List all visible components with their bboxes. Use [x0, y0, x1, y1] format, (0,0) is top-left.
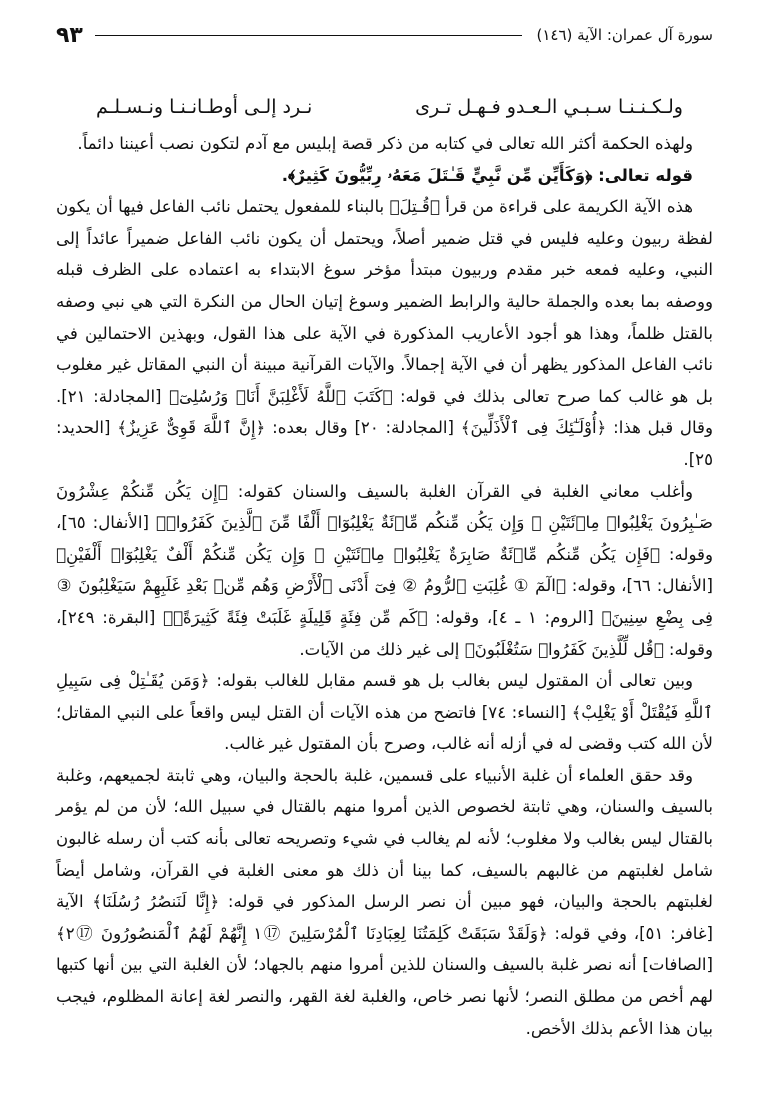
- page-header: [56, 18, 713, 52]
- header-rule: [95, 35, 523, 36]
- page-number: ٩٣: [56, 22, 83, 48]
- page-body: [56, 128, 713, 1044]
- paragraph: وبين تعالى أن المقتول ليس بغالب بل هو قسم مقابل للغالب بقوله: ﴿وَمَن يُقَـٰتِلْ فِى سَبِيلِ ٱللَّهِ فَيُقْتَلْ أَوْ يَغْلِبْ﴾ [النساء: ٧٤] فاتضح من هذه الآيات أن القتل ليس واقعاً على النبي المقاتل؛ لأن الله كتب وقضى له في أزله أنه غالب، وصرح بأن المقتول غير غالب.: [56, 671, 714, 754]
- paragraph: وأغلب معاني الغلبة في القرآن الغلبة بالسيف والسنان كقوله: ﴿إِن يَكُن مِّنكُمْ عِشْرُونَ صَـٰبِرُونَ يَغْلِبُوا۟ مِا۟ئَتَيْنِ ۚ وَإِن يَكُن مِّنكُم مِّا۟ئَةٌ يَغْلِبُوٓا۟ أَلْفًا مِّنَ ٱلَّذِينَ كَفَرُوا۟﴾ [الأنفال: ٦٥]، وقوله: ﴿فَإِن يَكُن مِّنكُم مِّا۟ئَةٌ صَابِرَةٌ يَغْلِبُوا۟ مِا۟ئَتَيْنِ ۚ وَإِن يَكُن مِّنكُمْ أَلْفٌ يَغْلِبُوٓا۟ أَلْفَيْنِ﴾ [الأنفال: ٦٦]، وقوله: ﴿الٓمٓ ① غُلِبَتِ ٱلرُّومُ ② فِىٓ أَدْنَى ٱلْأَرْضِ وَهُم مِّنۢ بَعْدِ غَلَبِهِمْ سَيَغْلِبُونَ ③ فِى بِضْعِ سِنِينَ﴾ [الروم: ١ ـ ٤]، وقوله: ﴿كَم مِّن فِئَةٍ قَلِيلَةٍ غَلَبَتْ فِئَةً كَثِيرَةًۢ﴾ [البقرة: ٢٤٩]، وقوله: ﴿قُل لِّلَّذِينَ كَفَرُوا۟ سَتُغْلَبُونَ﴾ إلى غير ذلك من الآيات.: [56, 481, 714, 659]
- quran-verse-heading: قوله تعالى: ﴿وَكَأَيِّن مِّن نَّبِيٍّ قَـٰتَلَ مَعَهُۥ رِبِّيُّونَ كَثِيرٌ﴾.: [281, 165, 693, 185]
- paragraph: وقد حقق العلماء أن غلبة الأنبياء على قسمين، غلبة بالحجة والبيان، وهي ثابتة لجميعهم، وغلبة بالسيف والسنان، وهي ثابتة لخصوص الذين أمروا منهم بالقتال في سبيل الله؛ لأن من لم يؤمر بالقتال ليس بغالب ولا مغلوب؛ لأنه لم يغالب في شيء وتصريحه تعالى بأنه كتب أن رسله غالبون شامل لغلبتهم من غالبهم بالسيف، كما بينا أن ذلك هو معنى الغلبة في القرآن، وشامل أيضاً لغلبتهم بالحجة والبيان، فهو مبين أن نصر الرسل المذكور في قوله: ﴿إِنَّا لَنَنصُرُ رُسُلَنَا﴾ الآية [غافر: ٥١]، وفي قوله: ﴿وَلَقَدْ سَبَقَتْ كَلِمَتُنَا لِعِبَادِنَا ٱلْمُرْسَلِينَ ⑰١ إِنَّهُمْ لَهُمُ ٱلْمَنصُورُونَ ⑰٢﴾ [الصافات] أنه نصر غلبة بالسيف والسنان للذين أمروا منهم بالجهاد؛ لأن الغلبة التي بين أنها كتبها لهم أخص من مطلق النصر؛ لأنها نصر خاص، والغلبة لغة القهر، والنصر لغة إعانة المظلوم، فيجب بيان هذا الأعم بذلك الأخص.: [56, 765, 713, 1038]
- verse-first-hemistich: ولـكـنـنـا سـبـي الـعـدو فـهـل تـرى: [415, 96, 683, 118]
- surah-title: سورة آل عمران: الآية (١٤٦): [536, 26, 713, 44]
- poetry-verse: [96, 96, 683, 118]
- paragraph: هذه الآية الكريمة على قراءة من قرأ ﴿قُـتِلَ﴾ بالبناء للمفعول يحتمل نائب الفاعل فيها أن يكون لفظة ربيون وعليه فليس في قتل ضمير أصلاً، ويحتمل أن يكون نائب الفاعل ضميراً عائداً إلى النبي، وعليه فمعه خبر مقدم وربيون مبتدأ مؤخر سوغ الابتداء به اعتماده على الظرف قبله ووصفه بما بعده والجملة حالية والرابط الضمير وسوغ إتيان الحال من النكرة التي هي نبي وصفه بالقتل ظلماً، وهذا هو أجود الأعاريب المذكورة في الآية على هذا القول، وبهذين الاحتمالين في نائب الفاعل المذكور يظهر أن في الآية إجمالاً. والآيات القرآنية مبينة أن النبي المقاتل غير مغلوب بل هو غالب كما صرح تعالى بذلك في قوله: ﴿كَتَبَ ٱللَّهُ لَأَغْلِبَنَّ أَنَا۠ وَرُسُلِىٓ﴾ [المجادلة: ٢١]. وقال قبل هذا: ﴿أُوْلَـٰٓئِكَ فِى ٱلْأَذَلِّينَ﴾ [المجادلة: ٢٠] وقال بعده: ﴿إِنَّ ٱللَّهَ قَوِىٌّ عَزِيزٌ﴾ [الحديد: ٢٥].: [56, 197, 713, 469]
- paragraph: ولهذه الحكمة أكثر الله تعالى في كتابه من ذكر قصة إبليس مع آدم لتكون نصب أعيننا دائماً.: [77, 134, 693, 153]
- verse-second-hemistich: نـرد إلـى أوطـانـنـا ونـسـلـم: [96, 96, 313, 118]
